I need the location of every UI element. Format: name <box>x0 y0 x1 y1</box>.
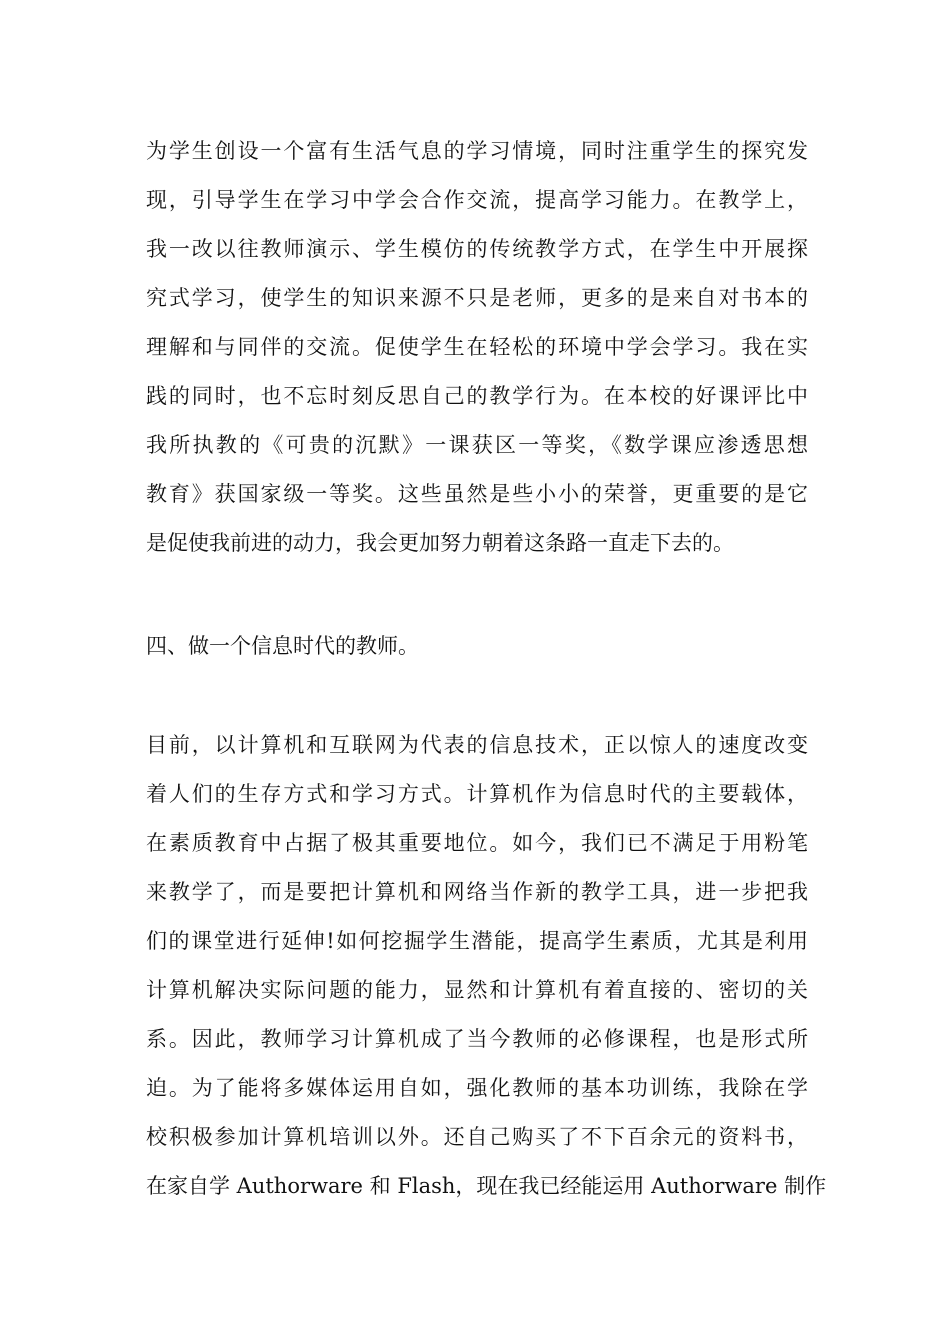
paragraph-line: 在素质教育中占据了极其重要地位。如今，我们已不满足于用粉笔 <box>146 831 808 855</box>
paragraph-line: 践的同时，也不忘时刻反思自己的教学行为。在本校的好课评比中 <box>146 384 808 408</box>
paragraph-line: 我所执教的《可贵的沉默》一课获区一等奖，《数学课应渗透思想 <box>146 433 808 457</box>
paragraph-line: 迫。为了能将多媒体运用自如，强化教师的基本功训练，我除在学 <box>146 1076 808 1100</box>
paragraph-line: 着人们的生存方式和学习方式。计算机作为信息时代的主要载体， <box>146 782 808 806</box>
paragraph-line: 在家自学 Authorware 和 Flash，现在我已经能运用 Authorware 制作 <box>146 1174 827 1198</box>
paragraph-line: 目前，以计算机和互联网为代表的信息技术，正以惊人的速度改变 <box>146 733 808 757</box>
paragraph-line: 们的课堂进行延伸!如何挖掘学生潜能，提高学生素质，尤其是利用 <box>146 929 808 953</box>
paragraph-line: 现，引导学生在学习中学会合作交流，提高学习能力。在教学上， <box>146 188 808 212</box>
paragraph-line: 理解和与同伴的交流。促使学生在轻松的环境中学会学习。我在实 <box>146 335 808 359</box>
paragraph-line: 计算机解决实际问题的能力，显然和计算机有着直接的、密切的关 <box>146 978 808 1002</box>
paragraph-line-last: 是促使我前进的动力，我会更加努力朝着这条路一直走下去的。 <box>146 531 734 555</box>
paragraph-line: 来教学了，而是要把计算机和网络当作新的教学工具，进一步把我 <box>146 880 808 904</box>
paragraph-line: 为学生创设一个富有生活气息的学习情境，同时注重学生的探究发 <box>146 139 808 163</box>
paragraph-line: 校积极参加计算机培训以外。还自己购买了不下百余元的资料书， <box>146 1125 808 1149</box>
paragraph-line: 系。因此，教师学习计算机成了当今教师的必修课程，也是形式所 <box>146 1027 808 1051</box>
heading-text: 四、做一个信息时代的教师。 <box>146 634 419 658</box>
paragraph-line: 究式学习，使学生的知识来源不只是老师，更多的是来自对书本的 <box>146 286 808 310</box>
paragraph-line: 教育》获国家级一等奖。这些虽然是些小小的荣誉，更重要的是它 <box>146 482 808 506</box>
paragraph-line: 我一改以往教师演示、学生模仿的传统教学方式，在学生中开展探 <box>146 237 808 261</box>
